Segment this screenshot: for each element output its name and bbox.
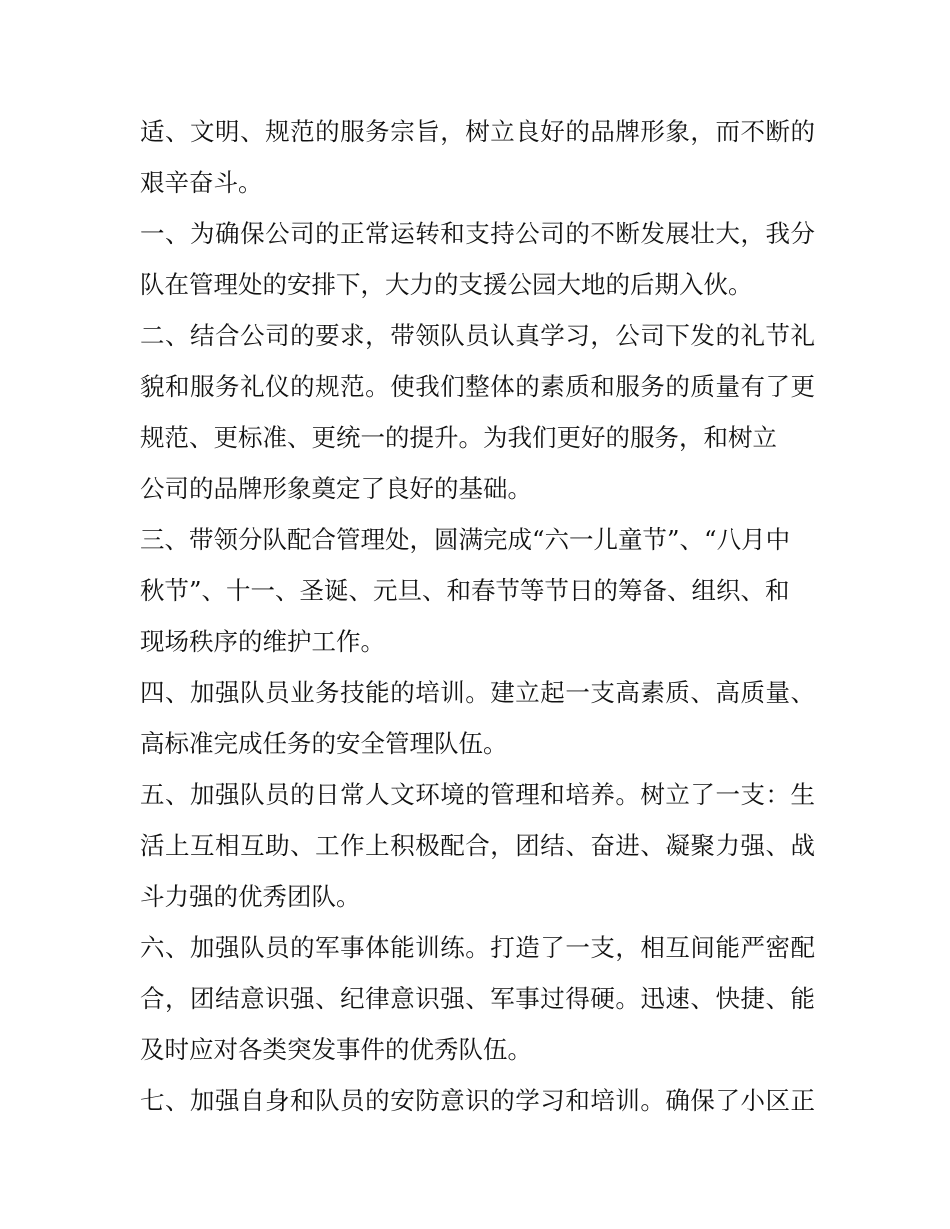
text-line: 三、带领分队配合管理处，圆满完成“六一儿童节”、“八月中 <box>140 525 791 554</box>
text-line: 四、加强队员业务技能的培训。建立起一支高素质、高质量、 <box>140 678 815 707</box>
body-text <box>140 106 815 1126</box>
text-line: 一、为确保公司的正常运转和支持公司的不断发展壮大，我分 <box>140 219 815 248</box>
text-line: 适、文明、规范的服务宗旨，树立良好的品牌形象，而不断的 <box>140 117 815 146</box>
text-line: 规范、更标准、更统一的提升。为我们更好的服务，和树立 <box>140 423 777 452</box>
text-line: 合，团结意识强、纪律意识强、军事过得硬。迅速、快捷、能 <box>140 984 815 1013</box>
text-line: 七、加强自身和队员的安防意识的学习和培训。确保了小区正 <box>140 1086 815 1115</box>
text-line: 五、加强队员的日常人文环境的管理和培养。树立了一支：生 <box>140 780 815 809</box>
text-line: 貌和服务礼仪的规范。使我们整体的素质和服务的质量有了更 <box>140 372 815 401</box>
text-line: 二、结合公司的要求，带领队员认真学习，公司下发的礼节礼 <box>140 321 815 350</box>
text-line: 高标准完成任务的安全管理队伍。 <box>140 729 508 758</box>
text-line: 队在管理处的安排下，大力的支援公园大地的后期入伙。 <box>140 270 753 299</box>
text-line: 六、加强队员的军事体能训练。打造了一支，相互间能严密配 <box>140 933 815 962</box>
text-line: 公司的品牌形象奠定了良好的基础。 <box>140 474 532 503</box>
text-line: 活上互相互助、工作上积极配合，团结、奋进、凝聚力强、战 <box>140 831 815 860</box>
text-line: 及时应对各类突发事件的优秀队伍。 <box>140 1035 532 1064</box>
text-line: 斗力强的优秀团队。 <box>140 882 361 911</box>
text-line: 现场秩序的维护工作。 <box>140 627 385 656</box>
text-line: 艰辛奋斗。 <box>140 168 263 197</box>
text-line: 秋节”、十一、圣诞、元旦、和春节等节日的筹备、组织、和 <box>140 576 790 605</box>
